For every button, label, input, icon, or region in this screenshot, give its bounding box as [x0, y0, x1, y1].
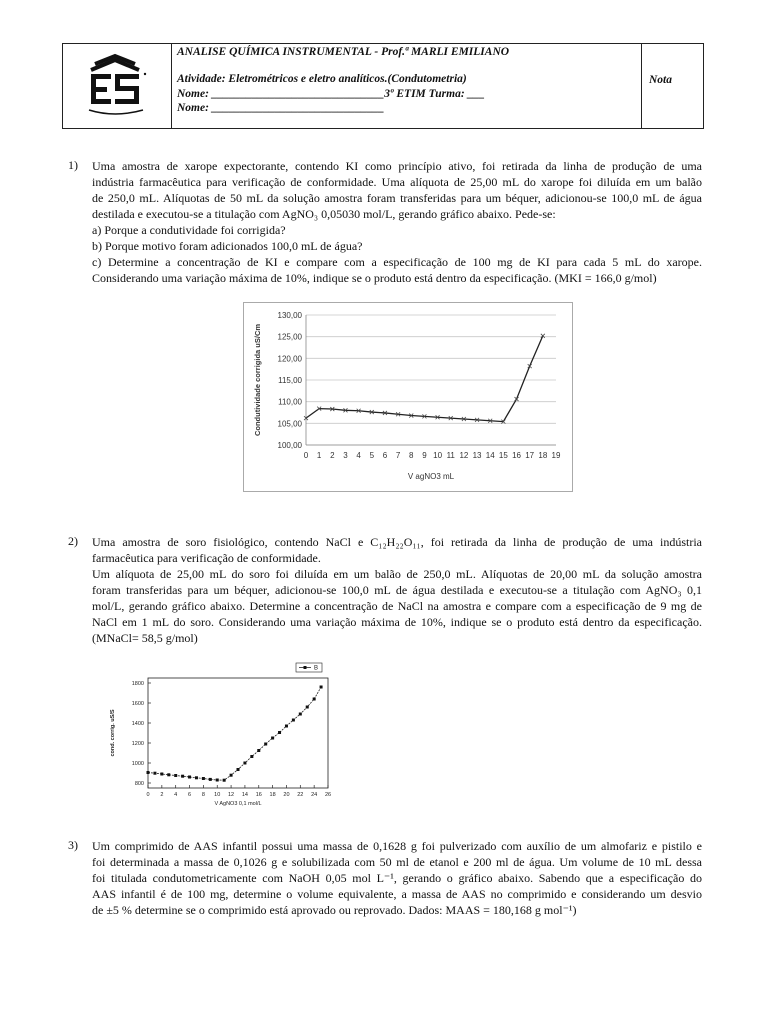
data-point [209, 778, 212, 781]
x-tick-label: 3 [343, 451, 348, 460]
data-point [174, 774, 177, 777]
y-tick-label: 1000 [131, 761, 144, 767]
data-point [202, 777, 205, 780]
name-field-2: Nome: ______________________________ [177, 102, 385, 114]
school-logo [63, 44, 171, 128]
x-tick-label: 4 [356, 451, 361, 460]
y-tick-label: 100,00 [277, 441, 302, 450]
y-tick-label: 1400 [131, 721, 144, 727]
x-tick-label: 15 [498, 451, 508, 460]
data-point [264, 743, 267, 746]
q1-line: destilada e executou-se a titulação com AgNO₃ 0,05030 mol/L, gerando gráfico abaixo. Pede-se: [92, 207, 556, 221]
data-point [313, 698, 316, 701]
x-tick-label: 7 [395, 451, 401, 460]
header-table [62, 43, 704, 129]
data-point [181, 775, 184, 778]
q2-line: NaCl em 1 mL do soro. Considerando uma variação máxima de 10%, indique se o produto está dentro da especificação. [92, 615, 702, 629]
q1-line: Considerando uma variação máxima de 10%, indique se o produto está dentro da especificação. (MKI = 166,0 g/mol) [92, 271, 657, 285]
data-point [278, 731, 281, 734]
x-tick-label: 19 [551, 451, 561, 460]
question-2-number: 2) [68, 534, 78, 548]
x-tick-label: 0 [303, 451, 309, 460]
logo-cell [63, 44, 172, 128]
y-tick-label: 125,00 [277, 332, 302, 342]
x-axis-label: V agNO3 mL [407, 472, 455, 481]
q2-line: mol/L, gerando gráfico abaixo. Determine a concentração de NaCl na amostra e compare com a especificação de 9 mg de [92, 599, 702, 613]
x-tick-label: 4 [174, 792, 178, 798]
data-point [188, 776, 191, 779]
x-tick-label: 16 [255, 792, 262, 798]
x-tick-label: 0 [146, 792, 150, 798]
q3-line: Um comprimido de AAS infantil possui uma massa de 0,1628 g foi pulverizado com auxílio de um almofariz e pistilo e [92, 839, 702, 853]
data-point [320, 686, 323, 689]
plot-frame [148, 678, 328, 788]
q2-line: Um alíquota de 25,00 mL do soro foi diluída em um balão de 250,0 mL. Alíquotas de 20,00 mL da solução amostra [92, 567, 702, 581]
grade-label: Nota [649, 74, 672, 86]
x-tick-label: 26 [324, 792, 332, 798]
q2-line: Uma amostra de soro fisiológico, contendo NaCl e C₁₂H₂₂O₁₁, foi retirada da linha de produção de uma indústria [92, 535, 702, 549]
x-tick-label: 11 [446, 451, 455, 460]
q2-line: farmacêutica para verificação de conformidade. [92, 551, 321, 565]
x-tick-label: 12 [459, 451, 469, 460]
x-tick-label: 14 [241, 792, 248, 798]
x-tick-label: 16 [512, 451, 521, 460]
q1-line: b) Porque motivo foram adicionados 100,0 mL de água? [92, 239, 363, 253]
y-axis-label: Condutividade corrigida uS/Cm [253, 323, 262, 437]
x-tick-label: 17 [525, 451, 535, 460]
x-tick-label: 5 [369, 451, 375, 460]
x-tick-label: 24 [311, 792, 318, 798]
x-tick-label: 9 [422, 451, 427, 460]
chart-2-frame [100, 660, 340, 810]
y-tick-label: 800 [134, 781, 144, 787]
q1-line: a) Porque a condutividade foi corrigida? [92, 223, 286, 237]
q3-line: foi titulada condutometricamente com NaOH 0,05 mol L⁻¹, gerando o gráfico abaixo. Sabendo que a especificação do [92, 871, 702, 885]
question-3-number: 3) [68, 838, 78, 852]
legend-marker [304, 666, 307, 669]
x-tick-label: 14 [485, 451, 495, 460]
x-axis-label: V AgNO3 0,1 mol/L [214, 801, 262, 807]
q1-line: indústria farmacêutica para verificação de conformidade. Uma alíquota de 25,00 mL do xarope foi diluída em um balão [92, 175, 702, 189]
question-1-text [92, 158, 702, 286]
x-tick-label: 13 [472, 451, 482, 460]
data-point [167, 773, 170, 776]
course-title: ANALISE QUÍMICA INSTRUMENTAL - Prof.ª MARLI EMILIANO [177, 46, 510, 58]
grade-cell [641, 44, 703, 128]
x-tick-label: 10 [433, 451, 443, 460]
data-point [195, 776, 198, 779]
y-tick-label: 1600 [131, 701, 144, 707]
question-3-text [92, 838, 702, 918]
y-tick-label: 110,00 [278, 397, 302, 407]
q1-line: c) Determine a concentração de KI e compare com a especificação de 100 mg de KI para cada 5 mL do xarope. [92, 255, 702, 269]
x-tick-label: 6 [382, 451, 388, 460]
chart-1-frame [243, 302, 573, 492]
q1-line: Uma amostra de xarope expectorante, contendo KI como princípio ativo, foi retirada da linha de produção de uma [92, 159, 702, 173]
x-tick-label: 8 [409, 451, 414, 460]
x-tick-label: 18 [538, 451, 548, 460]
data-point [147, 771, 150, 774]
data-point [153, 772, 156, 775]
x-tick-label: 2 [330, 451, 335, 460]
legend-label: B [314, 665, 319, 672]
data-point [230, 774, 233, 777]
data-point [285, 725, 288, 728]
q3-line: foi determinada a massa de 0,1026 g e solubilizada com 50 ml de etanol e 200 ml de água. Um volume de 10 mL dessa [92, 855, 702, 869]
data-point [237, 768, 240, 771]
x-tick-label: 1 [316, 451, 322, 460]
y-tick-label: 105,00 [277, 419, 302, 429]
activity-line: Atividade: Eletrométricos e eletro analíticos.(Condutometria) [177, 73, 467, 85]
x-tick-label: 2 [160, 792, 164, 798]
data-point [160, 773, 163, 776]
y-tick-label: 120,00 [277, 354, 302, 364]
x-tick-label: 12 [228, 792, 235, 798]
data-point [250, 755, 253, 758]
data-point [299, 713, 302, 716]
y-tick-label: 115,00 [278, 376, 302, 385]
name-field-1: Nome: ______________________________3º ETIM Turma: ___ [177, 88, 485, 100]
data-point [292, 719, 295, 722]
chart-2 [100, 660, 340, 810]
x-tick-label: 22 [297, 792, 304, 798]
data-point [306, 706, 309, 709]
q1-line: de 250,0 mL. Alíquotas de 50 mL da solução amostra foram transferidas para um béquer, adicionou-se 100,0 mL de água [92, 191, 702, 205]
x-tick-label: 8 [201, 792, 205, 798]
question-1-number: 1) [68, 158, 78, 172]
question-2-text [92, 534, 702, 646]
x-tick-label: 20 [283, 792, 290, 798]
data-point [243, 762, 246, 765]
y-axis-label: cond. corrig. uS/S [110, 709, 116, 757]
q3-line: de ±5 % determine se o comprimido está aprovado ou reprovado. Dados: MAAS = 180,168 g mol⁻¹) [92, 903, 577, 917]
y-tick-label: 1200 [131, 741, 144, 747]
x-tick-label: 6 [188, 792, 192, 798]
chart-1 [244, 303, 572, 491]
y-tick-label: 1800 [131, 681, 144, 687]
title-cell [171, 44, 642, 128]
series-line [306, 336, 543, 422]
data-point [257, 749, 260, 752]
q2-line: foram transferidas para um béquer, adicionou-se 100,0 mL de água destilada e executou-se a titulação com AgNO₃ 0,1 [92, 583, 702, 597]
data-point [271, 737, 274, 740]
data-point [216, 779, 219, 782]
q3-line: AAS infantil é de 100 mg, determine o volume equivalente, a massa de AAS no comprimido e considerando um desvio [92, 887, 702, 901]
series-line [148, 687, 321, 780]
y-tick-label: 130,00 [277, 311, 302, 320]
x-tick-label: 10 [214, 792, 221, 798]
data-point [223, 779, 226, 782]
x-tick-label: 18 [269, 792, 276, 798]
q2-line: (MNaCl= 58,5 g/mol) [92, 631, 198, 645]
